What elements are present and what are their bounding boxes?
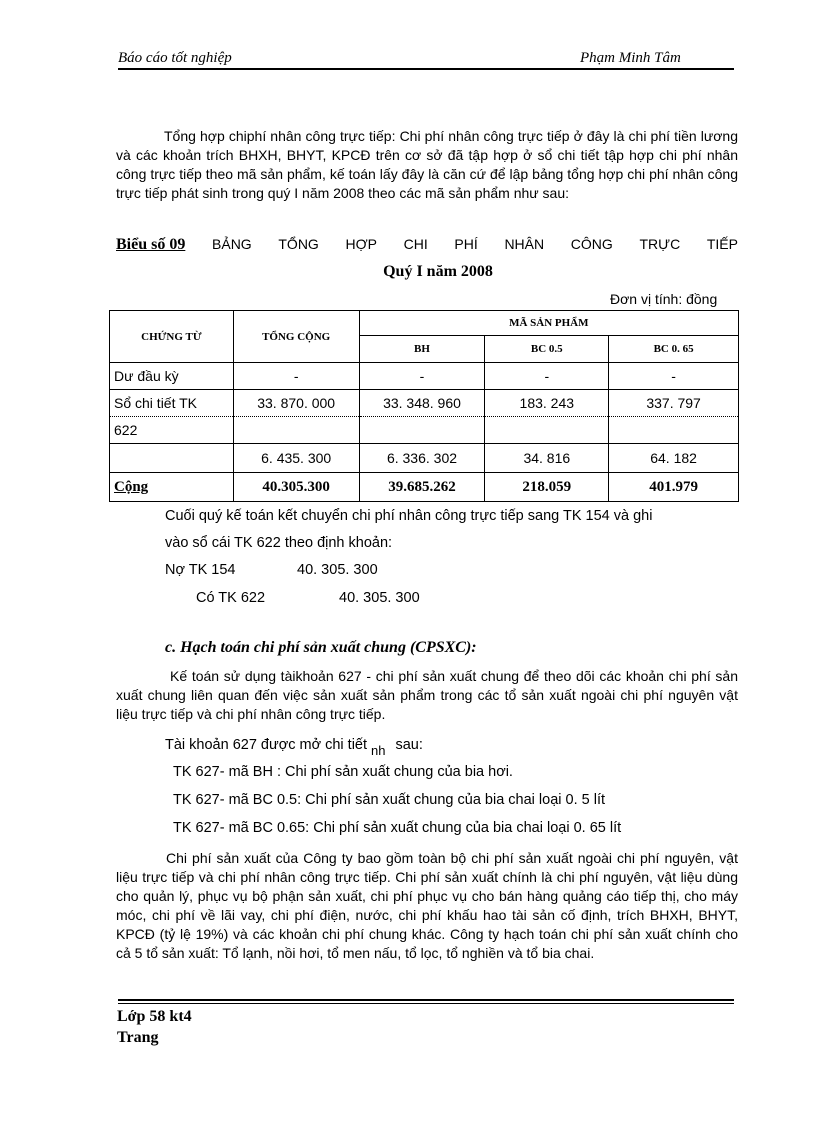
table-subtitle: Quý I năm 2008 <box>383 263 493 280</box>
header-bc065: BC 0. 65 <box>609 336 739 363</box>
row-bc05: - <box>485 363 609 390</box>
title-word: TỔNG <box>278 236 319 252</box>
row-bh <box>359 417 485 444</box>
total-bh: 39.685.262 <box>359 473 485 502</box>
detail-end: sau: <box>395 737 423 753</box>
section-c-paragraph: Kế toán sử dụng tàikhoản 627 - chi phí sản xuất chung để theo dõi các khoản chi phí sản xuất chung liên quan đến việc sản xuất sản phẩm trong các tổ sản xuất ngoài chi phí nguyên vật liệu trực tiếp và chi phí nhân công trực tiếp. <box>116 668 738 722</box>
total-bc05: 218.059 <box>485 473 609 502</box>
table-row <box>110 444 739 473</box>
title-word: BẢNG <box>212 236 252 252</box>
intro-paragraph: Tổng hợp chiphí nhân công trực tiếp: Chi phí nhân công trực tiếp ở đây là chi phí tiền lương và các khoản trích BHXH, BHYT, KPCĐ trên cơ sở đã tập hợp ở sổ chi tiết tập hợp chi phí nhân công trực tiếp theo mã sản phẩm, kế toán lấy đây là căn cứ để lập bảng tổng hợp chi phí nhân công trực tiếp phát sinh trong quý I năm 2008 theo các mã sản phẩm như sau: <box>116 128 738 201</box>
header-left: Báo cáo tốt nghiệp <box>118 50 232 66</box>
cost-summary-table <box>109 310 739 502</box>
detail-intro-line <box>165 737 423 758</box>
table-row <box>110 363 739 390</box>
row-bc065: - <box>609 363 739 390</box>
table-label: Biểu số 09 <box>116 236 186 253</box>
row-bc065 <box>609 417 739 444</box>
table-row <box>110 417 739 444</box>
row-total <box>233 417 359 444</box>
row-bh: - <box>359 363 485 390</box>
header-right: Phạm Minh Tâm <box>580 50 681 66</box>
title-word: TIẾP <box>706 236 738 252</box>
section-c-paragraph-2: Chi phí sản xuất của Công ty bao gồm toàn bộ chi phí sản xuất ngoài chi phí nguyên, vật liệu trực tiếp và chi phí nhân công trực tiếp. Chi phí sản xuất chính là chi phí nguyên, vật liệu dùng cho quản lý, phục vụ bộ phận sản xuất, chi phí phục vụ cho bán hàng quảng cáo tiếp thị, cho máy móc, chi phí về lãi vay, chi phí điện, nước, chi phí khấu hao tài sản cố định, trích BHXH, BHYT, KPCĐ (tỷ lệ 19%) và các khoản chi phí chung khác. Công ty hạch toán chi phí sản xuất chính cho cả 5 tổ sản xuất: Tổ lạnh, nồi hơi, tổ men nấu, tổ lọc, tổ nghiền và tổ bia chai. <box>116 850 738 961</box>
title-word: TRỰC <box>639 236 681 252</box>
row-total: - <box>233 363 359 390</box>
header-product: MÃ SẢN PHẨM <box>359 311 738 336</box>
transfer-line-1: Cuối quý kế toán kết chuyển chi phí nhân công trực tiếp sang TK 154 và ghi <box>165 508 653 524</box>
footer-rule-1 <box>118 999 734 1001</box>
row-bc065: 337. 797 <box>609 390 739 417</box>
total-row <box>110 473 739 502</box>
row-bh: 6. 336. 302 <box>359 444 485 473</box>
row-bc05: 34. 816 <box>485 444 609 473</box>
row-total: 6. 435. 300 <box>233 444 359 473</box>
detail-sub: nh <box>371 743 386 758</box>
row-total: 33. 870. 000 <box>233 390 359 417</box>
row-bh: 33. 348. 960 <box>359 390 485 417</box>
title-word: PHÍ <box>454 236 478 252</box>
table-row <box>110 390 739 417</box>
header-rule <box>118 68 734 70</box>
debit-label: Nợ TK 154 <box>165 562 236 578</box>
row-bc05 <box>485 417 609 444</box>
title-word: HỢP <box>345 236 377 252</box>
title-word: CHI <box>403 236 428 252</box>
transfer-line-2: vào sổ cái TK 622 theo định khoản: <box>165 535 393 551</box>
header-total: TỔNG CỘNG <box>233 311 359 363</box>
credit-label: Có TK 622 <box>196 590 266 606</box>
total-label: Cộng <box>110 473 234 502</box>
row-label: Dư đầu kỳ <box>110 363 234 390</box>
total-bc065: 401.979 <box>609 473 739 502</box>
row-label: Sổ chi tiết TK <box>110 390 234 417</box>
list-item: TK 627- mã BC 0.65: Chi phí sản xuất chung của bia chai loại 0. 65 lít <box>173 820 622 836</box>
section-c-heading: c. Hạch toán chi phí sản xuất chung (CPSXC): <box>165 639 477 656</box>
header-voucher: CHỨNG TỪ <box>110 311 234 363</box>
row-label <box>110 444 234 473</box>
list-item: TK 627- mã BH : Chi phí sản xuất chung của bia hơi. <box>173 764 513 780</box>
total-total: 40.305.300 <box>233 473 359 502</box>
table-unit: Đơn vị tính: đồng <box>610 291 718 307</box>
title-word: CÔNG <box>570 236 613 252</box>
row-bc05: 183. 243 <box>485 390 609 417</box>
row-label: 622 <box>110 417 234 444</box>
title-word: NHÂN <box>504 236 545 252</box>
header-bh: BH <box>359 336 485 363</box>
debit-amount: 40. 305. 300 <box>297 562 378 578</box>
footer-rule-2 <box>118 1003 734 1004</box>
footer-class: Lớp 58 kt4 <box>117 1008 192 1025</box>
list-item: TK 627- mã BC 0.5: Chi phí sản xuất chung của bia chai loại 0. 5 lít <box>173 792 606 808</box>
row-bc065: 64. 182 <box>609 444 739 473</box>
table-title <box>116 236 738 254</box>
credit-amount: 40. 305. 300 <box>339 590 420 606</box>
detail-intro: Tài khoản 627 được mở chi tiết <box>165 737 368 753</box>
header-bc05: BC 0.5 <box>485 336 609 363</box>
footer-page: Trang <box>117 1029 159 1046</box>
